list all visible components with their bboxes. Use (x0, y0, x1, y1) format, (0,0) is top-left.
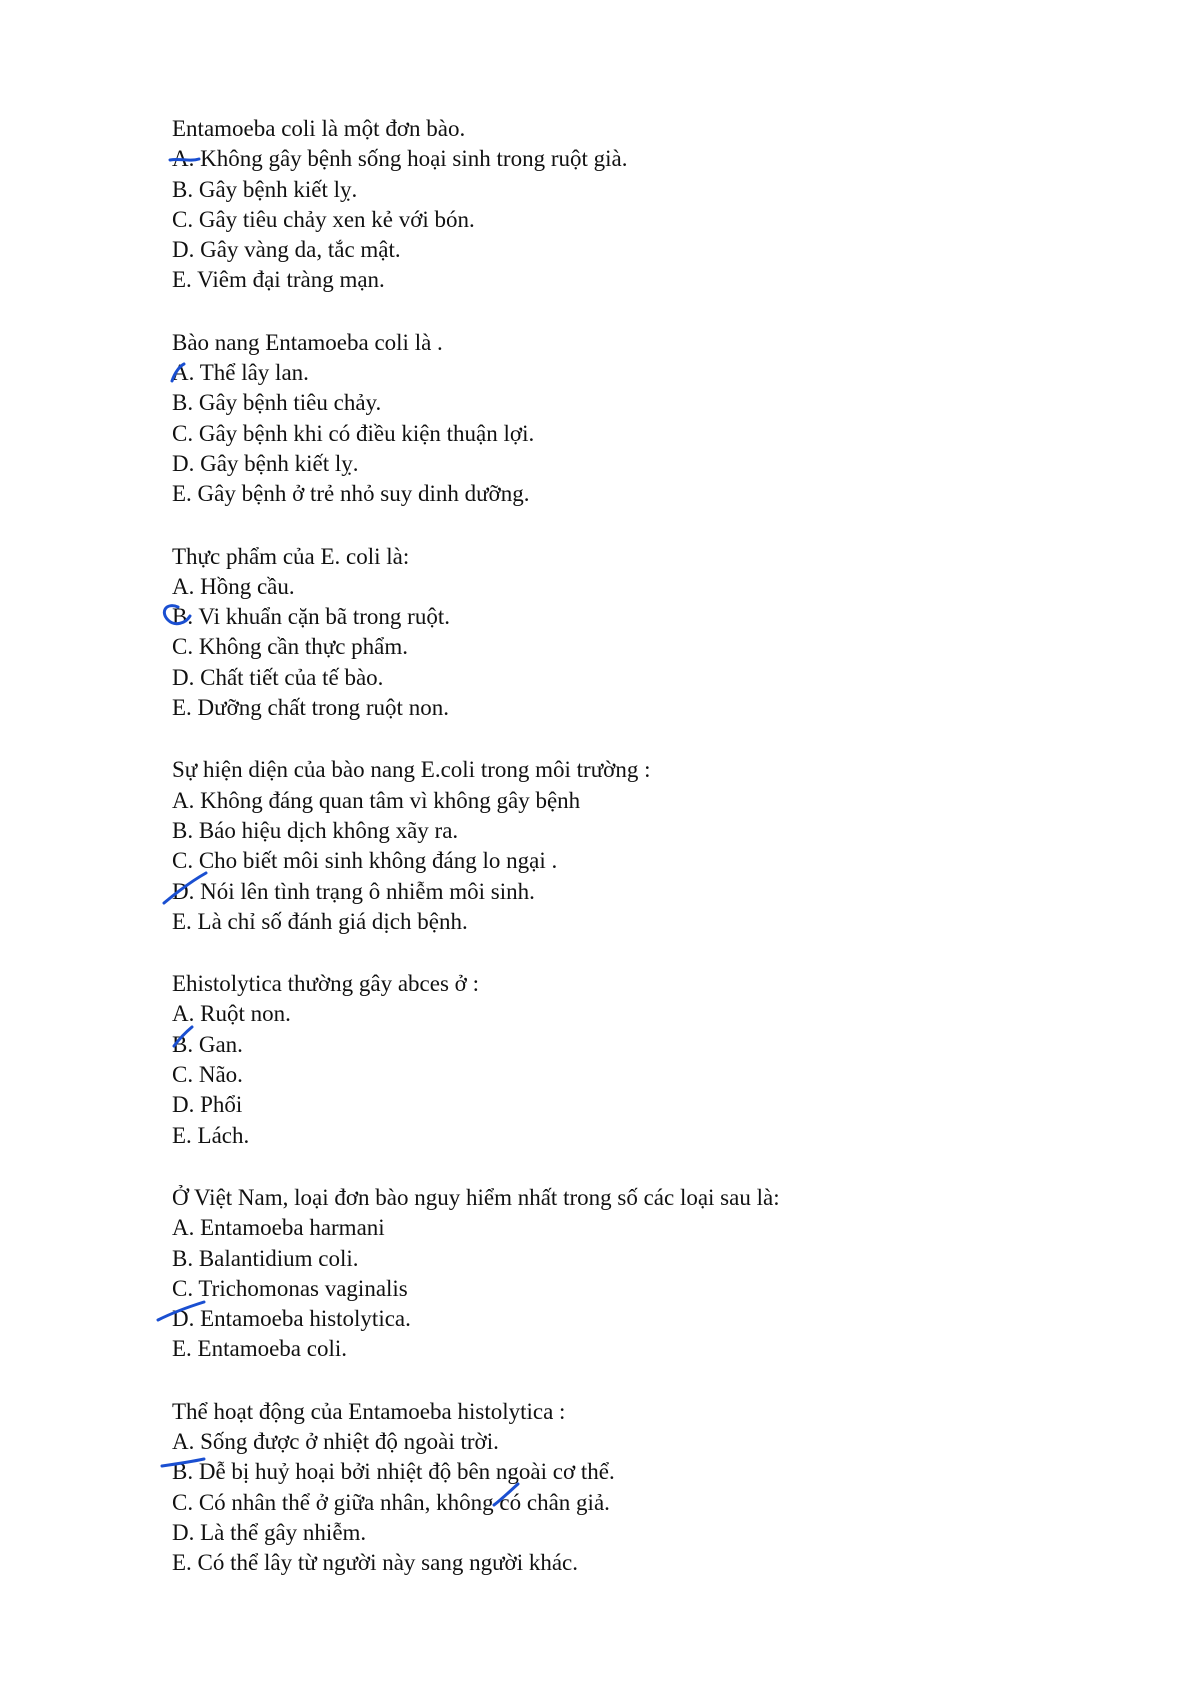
option-c: C. Gây tiêu chảy xen kẻ với bón. (172, 206, 475, 232)
question-title: Entamoeba coli là một đơn bào. (172, 116, 466, 141)
option-a: A. Ruột non. (172, 1001, 291, 1027)
option-b: B. Dễ bị huỷ hoại bởi nhiệt độ bên ngoài cơ thể. (172, 1459, 615, 1485)
option-b: B. Gây bệnh tiêu chảy. (172, 390, 382, 416)
question-title: Ở Việt Nam, loại đơn bào nguy hiểm nhất trong số các loại sau là: (172, 1184, 780, 1210)
option-e: E. Có thể lây từ người này sang người khác. (172, 1550, 579, 1576)
option-b: B. Vi khuẩn cặn bã trong ruột. (172, 604, 450, 630)
quiz-page (172, 114, 1132, 1610)
option-d: D. Entamoeba histolytica. (172, 1306, 411, 1332)
option-d: D. Gây vàng da, tắc mật. (172, 237, 401, 263)
option-d: D. Phổi (172, 1092, 243, 1118)
question-title: Thể hoạt động của Entamoeba histolytica : (172, 1398, 566, 1424)
question-title: Thực phẩm của E. coli là: (172, 543, 410, 569)
option-e: E. Viêm đại tràng mạn. (172, 267, 385, 293)
option-c: C. Không cần thực phẩm. (172, 634, 409, 660)
option-c: C. Não. (172, 1062, 243, 1088)
option-d: D. Nói lên tình trạng ô nhiễm môi sinh. (172, 878, 535, 904)
option-a: A. Thể lây lan. (172, 360, 309, 386)
question-5 (172, 969, 1132, 1151)
option-b: B. Gan. (172, 1031, 243, 1057)
question-6 (172, 1183, 1132, 1365)
question-7 (172, 1397, 1132, 1579)
option-e: E. Là chỉ số đánh giá dịch bệnh. (172, 908, 468, 934)
option-c: C. Trichomonas vaginalis (172, 1275, 408, 1301)
option-a: A. Không gây bệnh sống hoại sinh trong ruột già. (172, 146, 628, 172)
option-d: D. Gây bệnh kiết lỵ. (172, 450, 359, 476)
option-c: C. Cho biết môi sinh không đáng lo ngại . (172, 848, 558, 874)
question-3 (172, 542, 1132, 724)
option-a: A. Entamoeba harmani (172, 1215, 385, 1241)
option-e: E. Gây bệnh ở trẻ nhỏ suy dinh dưỡng. (172, 481, 530, 507)
option-b: B. Balantidium coli. (172, 1245, 359, 1271)
option-a: A. Hồng cầu. (172, 573, 295, 599)
option-c: C. Gây bệnh khi có điều kiện thuận lợi. (172, 420, 535, 446)
option-d: D. Chất tiết của tế bào. (172, 664, 384, 690)
question-2 (172, 328, 1132, 510)
option-a: A. Không đáng quan tâm vì không gây bệnh (172, 787, 581, 813)
option-e: E. Entamoeba coli. (172, 1336, 347, 1362)
option-c: C. Có nhân thể ở giữa nhân, không có chân giả. (172, 1489, 610, 1515)
option-b: B. Gây bệnh kiết lỵ. (172, 176, 358, 202)
question-title: Bào nang Entamoeba coli là . (172, 329, 443, 355)
question-1 (172, 114, 1132, 296)
question-4 (172, 755, 1132, 937)
option-e: E. Lách. (172, 1122, 250, 1148)
question-title: Ehistolytica thường gây abces ở : (172, 971, 479, 997)
option-b: B. Báo hiệu dịch không xãy ra. (172, 817, 459, 843)
option-e: E. Dưỡng chất trong ruột non. (172, 695, 449, 721)
option-d: D. Là thể gây nhiễm. (172, 1519, 367, 1545)
option-a: A. Sống được ở nhiệt độ ngoài trời. (172, 1428, 499, 1454)
question-title: Sự hiện diện của bào nang E.coli trong môi trường : (172, 757, 651, 783)
